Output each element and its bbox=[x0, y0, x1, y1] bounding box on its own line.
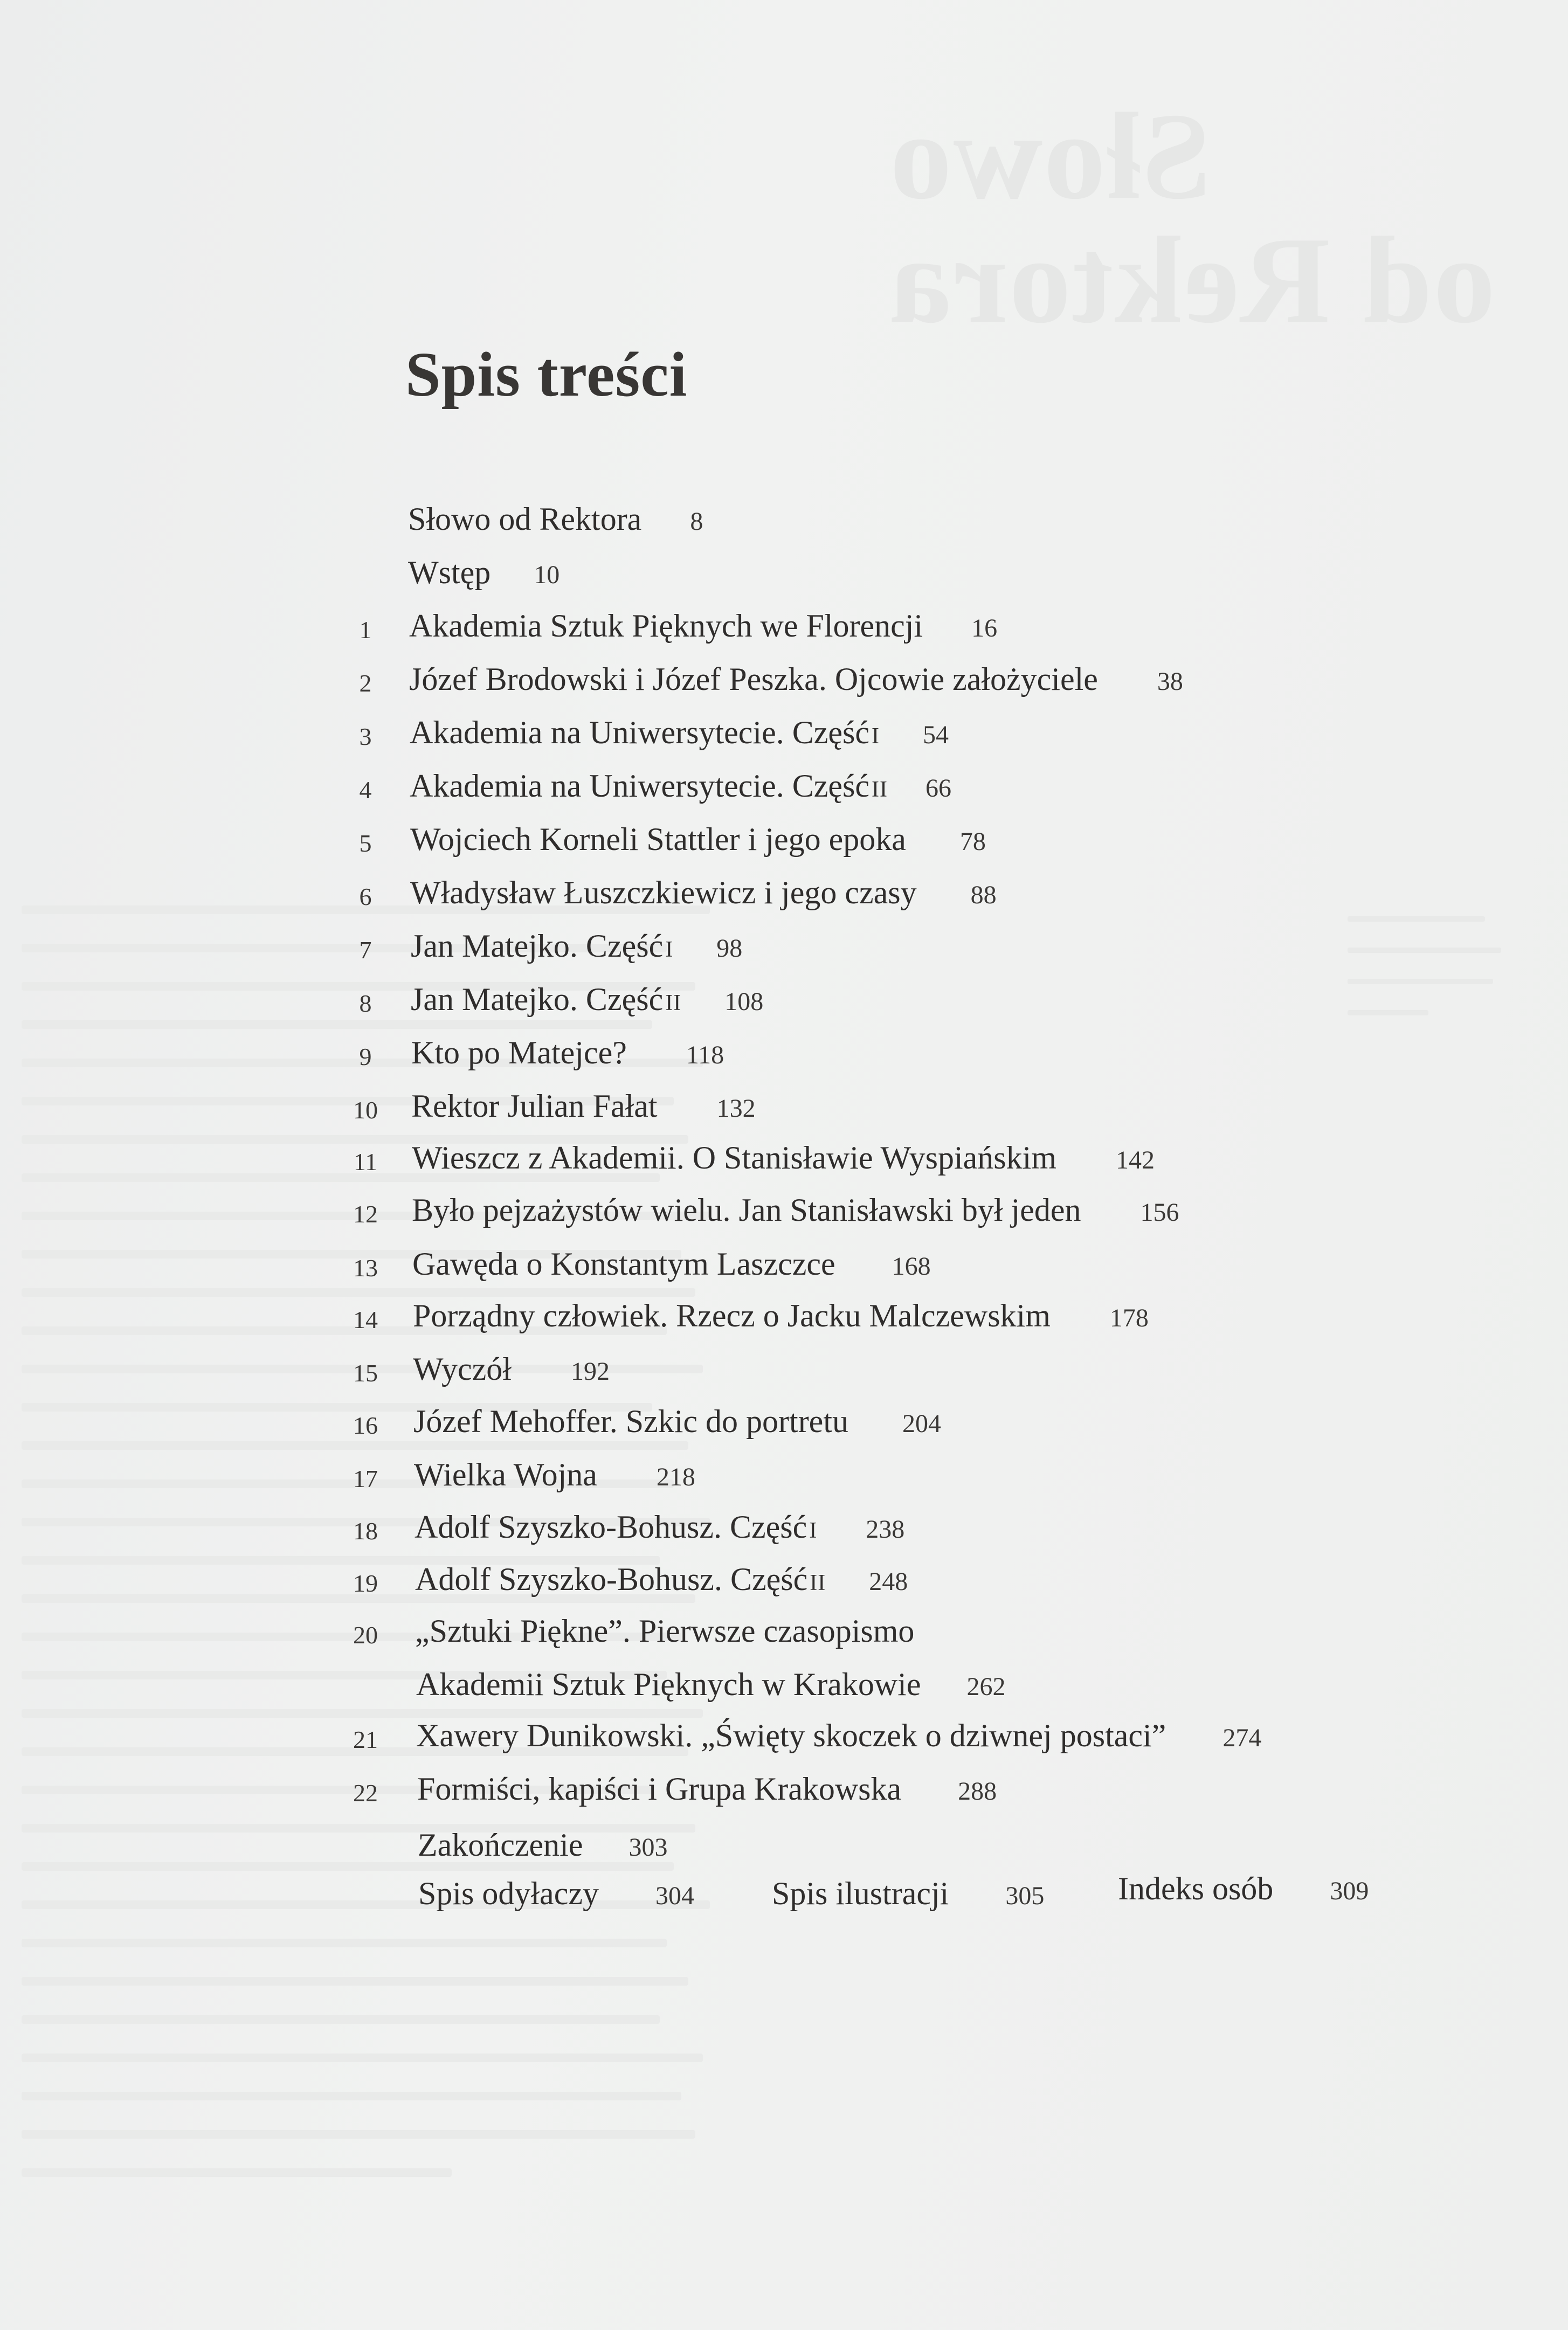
part-numeral: II bbox=[665, 991, 682, 1015]
chapter-title: Jan Matejko. Część bbox=[411, 928, 664, 964]
page-number: 118 bbox=[686, 1041, 724, 1069]
chapter-number: 2 bbox=[359, 669, 372, 697]
page-number: 248 bbox=[869, 1567, 908, 1596]
chapter-title: Jan Matejko. Część bbox=[411, 981, 664, 1017]
chapter-title: Rektor Julian Fałat bbox=[411, 1088, 658, 1124]
chapter-title: Było pejzażystów wielu. Jan Stanisławski był jeden bbox=[412, 1192, 1081, 1228]
chapter-title: Adolf Szyszko-Bohusz. Część bbox=[415, 1561, 808, 1597]
page-number: 142 bbox=[1115, 1146, 1155, 1174]
page-number: 8 bbox=[690, 507, 703, 536]
chapter-number: 16 bbox=[353, 1412, 378, 1439]
show-through-line bbox=[22, 2168, 452, 2177]
show-through-line bbox=[1348, 979, 1493, 984]
chapter-number: 8 bbox=[359, 990, 372, 1017]
show-through-line bbox=[1348, 1010, 1428, 1015]
chapter-number: 22 bbox=[353, 1779, 378, 1807]
back-matter-entry[interactable] bbox=[772, 1867, 1044, 1920]
page-number: 66 bbox=[925, 774, 951, 803]
chapter-number: 18 bbox=[353, 1517, 378, 1545]
chapter-number: 11 bbox=[353, 1148, 378, 1176]
chapter-title: Słowo od Rektora bbox=[408, 501, 642, 537]
chapter-number: 6 bbox=[359, 883, 372, 910]
chapter-title: Porządny człowiek. Rzecz o Jacku Malczewskim bbox=[413, 1298, 1051, 1333]
chapter-title: „Sztuki Piękne”. Pierwsze czasopismo bbox=[415, 1613, 915, 1649]
page-number: 108 bbox=[724, 987, 764, 1016]
page-number: 132 bbox=[716, 1094, 756, 1123]
part-numeral: II bbox=[871, 777, 888, 802]
show-through-line bbox=[22, 2092, 681, 2100]
page-number: 274 bbox=[1222, 1724, 1262, 1752]
show-through-line bbox=[1348, 916, 1485, 922]
part-numeral: I bbox=[665, 937, 674, 962]
page-number: 218 bbox=[656, 1463, 695, 1491]
chapter-title: Wstęp bbox=[408, 555, 491, 590]
chapter-number: 9 bbox=[359, 1043, 372, 1070]
back-matter-title: Spis odyłaczy bbox=[418, 1876, 599, 1911]
chapter-title: Kto po Matejce? bbox=[411, 1035, 627, 1070]
page-number: 16 bbox=[971, 614, 998, 642]
chapter-title: Akademia Sztuk Pięknych we Florencji bbox=[409, 608, 923, 644]
chapter-title: Wyczół bbox=[413, 1351, 512, 1387]
chapter-title: Wieszcz z Akademii. O Stanisławie Wyspiańskim bbox=[412, 1140, 1056, 1176]
show-through-line bbox=[22, 2054, 703, 2062]
show-through-line: od Rektora bbox=[888, 211, 1495, 349]
chapter-number: 4 bbox=[359, 776, 372, 804]
chapter-title: Formiści, kapiści i Grupa Krakowska bbox=[417, 1771, 902, 1807]
chapter-title: Wojciech Korneli Stattler i jego epoka bbox=[410, 821, 906, 857]
chapter-number: 19 bbox=[353, 1570, 378, 1597]
show-through-caption bbox=[1348, 916, 1509, 1041]
chapter-title: Józef Mehoffer. Szkic do portretu bbox=[413, 1403, 848, 1439]
chapter-number: 7 bbox=[359, 936, 372, 964]
chapter-title: Adolf Szyszko-Bohusz. Część bbox=[415, 1509, 807, 1545]
page-title: Spis treści bbox=[405, 339, 688, 410]
show-through-heading bbox=[888, 87, 1495, 349]
page-number: 88 bbox=[970, 881, 997, 909]
back-matter-title: Indeks osób bbox=[1118, 1871, 1274, 1906]
show-through-line bbox=[22, 2130, 695, 2139]
chapter-number: 3 bbox=[359, 723, 372, 750]
chapter-title: Józef Brodowski i Józef Peszka. Ojcowie założyciele bbox=[409, 661, 1098, 697]
page-number: 10 bbox=[534, 561, 560, 589]
chapter-number: 17 bbox=[353, 1465, 378, 1492]
chapter-number: 21 bbox=[353, 1726, 378, 1753]
page-number: 54 bbox=[922, 721, 949, 749]
chapter-title: Akademia na Uniwersytecie. Część bbox=[410, 768, 869, 804]
chapter-number: 10 bbox=[353, 1096, 378, 1124]
page-number: 309 bbox=[1330, 1877, 1369, 1905]
chapter-title: Akademii Sztuk Pięknych w Krakowie bbox=[416, 1667, 921, 1702]
chapter-number: 20 bbox=[353, 1621, 378, 1649]
chapter-number: 1 bbox=[359, 616, 372, 644]
part-numeral: I bbox=[871, 724, 880, 749]
part-numeral: II bbox=[810, 1571, 826, 1595]
back-matter-title: Spis ilustracji bbox=[772, 1876, 949, 1911]
chapter-number: 15 bbox=[353, 1359, 378, 1387]
part-numeral: I bbox=[809, 1518, 818, 1543]
page-number: 204 bbox=[902, 1409, 941, 1438]
show-through-line bbox=[22, 2015, 660, 2024]
chapter-title: Władysław Łuszczkiewicz i jego czasy bbox=[410, 875, 917, 910]
page-number: 98 bbox=[716, 934, 743, 963]
page-number: 168 bbox=[892, 1252, 931, 1281]
page-number: 178 bbox=[1109, 1304, 1149, 1332]
page-number: 288 bbox=[958, 1777, 997, 1806]
chapter-number: 13 bbox=[353, 1254, 378, 1282]
show-through-line: Słowo bbox=[888, 87, 1211, 225]
show-through-line bbox=[22, 1939, 667, 1947]
page-number: 303 bbox=[628, 1833, 668, 1862]
page-number: 38 bbox=[1157, 667, 1183, 696]
page-number: 305 bbox=[1005, 1882, 1045, 1910]
chapter-title: Xawery Dunikowski. „Święty skoczek o dziwnej postaci” bbox=[416, 1718, 1166, 1753]
chapter-title: Zakończenie bbox=[418, 1827, 583, 1863]
show-through-line bbox=[22, 1977, 688, 1986]
show-through-line bbox=[1348, 948, 1501, 953]
chapter-number: 5 bbox=[359, 829, 372, 857]
page-number: 304 bbox=[655, 1882, 694, 1910]
chapter-title: Wielka Wojna bbox=[414, 1457, 597, 1492]
back-matter-entry[interactable] bbox=[418, 1867, 694, 1920]
page-number: 238 bbox=[866, 1515, 905, 1544]
page-number: 156 bbox=[1140, 1198, 1179, 1227]
chapter-title: Gawęda o Konstantym Laszczce bbox=[412, 1246, 835, 1282]
chapter-number: 14 bbox=[353, 1306, 378, 1333]
page-number: 78 bbox=[959, 827, 986, 856]
page-number: 192 bbox=[570, 1357, 610, 1386]
chapter-number: 12 bbox=[353, 1200, 378, 1228]
page-number: 262 bbox=[966, 1672, 1006, 1701]
back-matter-entry[interactable] bbox=[1118, 1862, 1369, 1915]
chapter-title: Akademia na Uniwersytecie. Część bbox=[410, 715, 869, 750]
